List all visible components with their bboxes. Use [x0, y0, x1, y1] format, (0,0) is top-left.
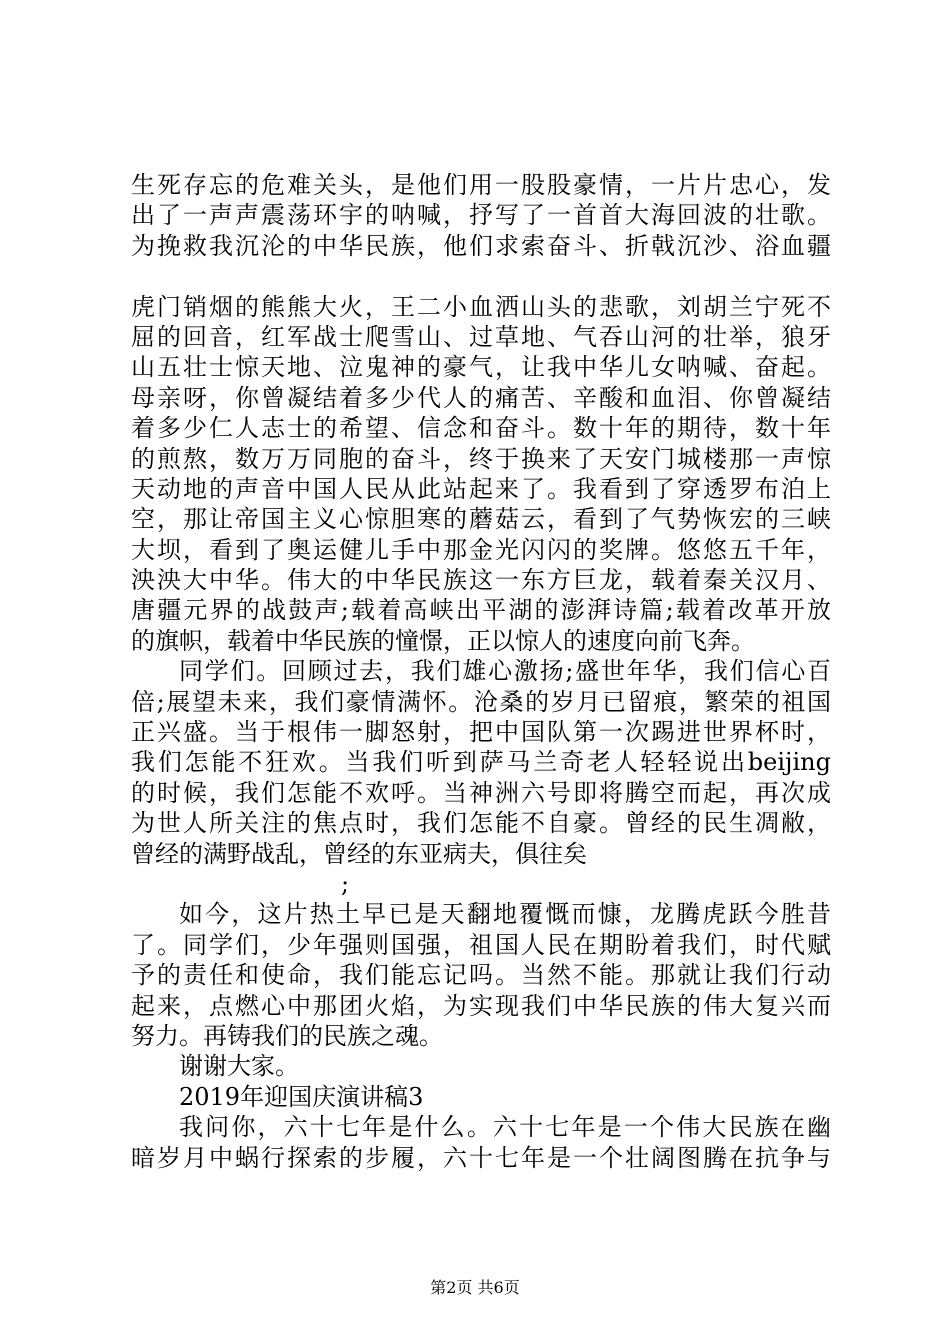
text-line: ; [341, 869, 350, 898]
text-line: 了。同学们，少年强则国强，祖国人民在期盼着我们，时代赋 [131, 930, 831, 959]
text-line: 屈的回音，红军战士爬雪山、过草地、气吞山河的壮举，狼牙 [131, 322, 831, 351]
body-text [131, 170, 831, 1173]
section-heading: 2019年迎国庆演讲稿3 [179, 1082, 424, 1111]
text-line: 母亲呀，你曾凝结着多少代人的痛苦、辛酸和血泪、你曾凝结 [131, 383, 831, 412]
text-line: 的时候，我们怎能不欢呼。当神洲六号即将腾空而起，再次成 [131, 778, 831, 807]
text-line: 虎门销烟的熊熊大火，王二小血洒山头的悲歌，刘胡兰宁死不 [131, 292, 831, 321]
paragraph-first-line: 我问你，六十七年是什么。六十七年是一个伟大民族在幽 [179, 1113, 831, 1142]
text-line: 大坝，看到了奥运健儿手中那金光闪闪的奖牌。悠悠五千年， [131, 535, 831, 564]
text-line: 的煎熬，数万万同胞的奋斗，终于换来了天安门城楼那一声惊 [131, 444, 831, 473]
paragraph-first-line: 同学们。回顾过去，我们雄心激扬;盛世年华，我们信心百 [179, 657, 831, 686]
text-line: 我们怎能不狂欢。当我们听到萨马兰奇老人轻轻说出beijing [131, 748, 831, 777]
text-line: 天动地的声音中国人民从此站起来了。我看到了穿透罗布泊上 [131, 474, 831, 503]
text-line: 起来，点燃心中那团火焰，为实现我们中华民族的伟大复兴而 [131, 991, 831, 1020]
text-line: 空，那让帝国主义心惊胆寒的蘑菇云，看到了气势恢宏的三峡 [131, 505, 831, 534]
text-line: 暗岁月中蜗行探索的步履，六十七年是一个壮阔图腾在抗争与 [131, 1143, 831, 1172]
text-line: 曾经的满野战乱，曾经的东亚病夫，俱往矣 [131, 839, 587, 868]
text-line: 生死存忘的危难关头，是他们用一股股豪情，一片片忠心，发 [131, 171, 831, 199]
page-footer: 第2页 共6页 [430, 1278, 520, 1297]
text-line: 着多少仁人志士的希望、信念和奋斗。数十年的期待，数十年 [131, 414, 831, 443]
text-line: 的旗帜，载着中华民族的憧憬，正以惊人的速度向前飞奔。 [131, 626, 755, 655]
text-line: 唐疆元界的战鼓声;载着高峡出平湖的澎湃诗篇;载着改革开放 [131, 596, 831, 625]
text-line: 为挽救我沉沦的中华民族，他们求索奋斗、折戟沉沙、浴血疆 [131, 231, 831, 260]
text-line: 正兴盛。当于根伟一脚怒射，把中国队第一次踢进世界杯时， [131, 718, 831, 747]
text-line: 努力。再铸我们的民族之魂。 [131, 1021, 443, 1050]
text-line: 山五壮士惊天地、泣鬼神的豪气，让我中华儿女呐喊、奋起。 [131, 353, 831, 382]
text-line: 出了一声声震荡环宇的呐喊，抒写了一首首大海回波的壮歌。 [131, 201, 831, 230]
text-line: 倍;展望未来，我们豪情满怀。沧桑的岁月已留痕，繁荣的祖国 [131, 687, 831, 716]
paragraph-first-line: 如今，这片热土早已是天翻地覆慨而慷，龙腾虎跃今胜昔 [179, 900, 831, 929]
text-line: 为世人所关注的焦点时，我们怎能不自豪。曾经的民生凋敝， [131, 809, 831, 838]
text-line: 泱泱大中华。伟大的中华民族这一东方巨龙，载着秦关汉月、 [131, 566, 831, 595]
text-line: 予的责任和使命，我们能忘记吗。当然不能。那就让我们行动 [131, 961, 831, 990]
text-line [131, 261, 831, 291]
paragraph-first-line: 谢谢大家。 [179, 1052, 299, 1081]
